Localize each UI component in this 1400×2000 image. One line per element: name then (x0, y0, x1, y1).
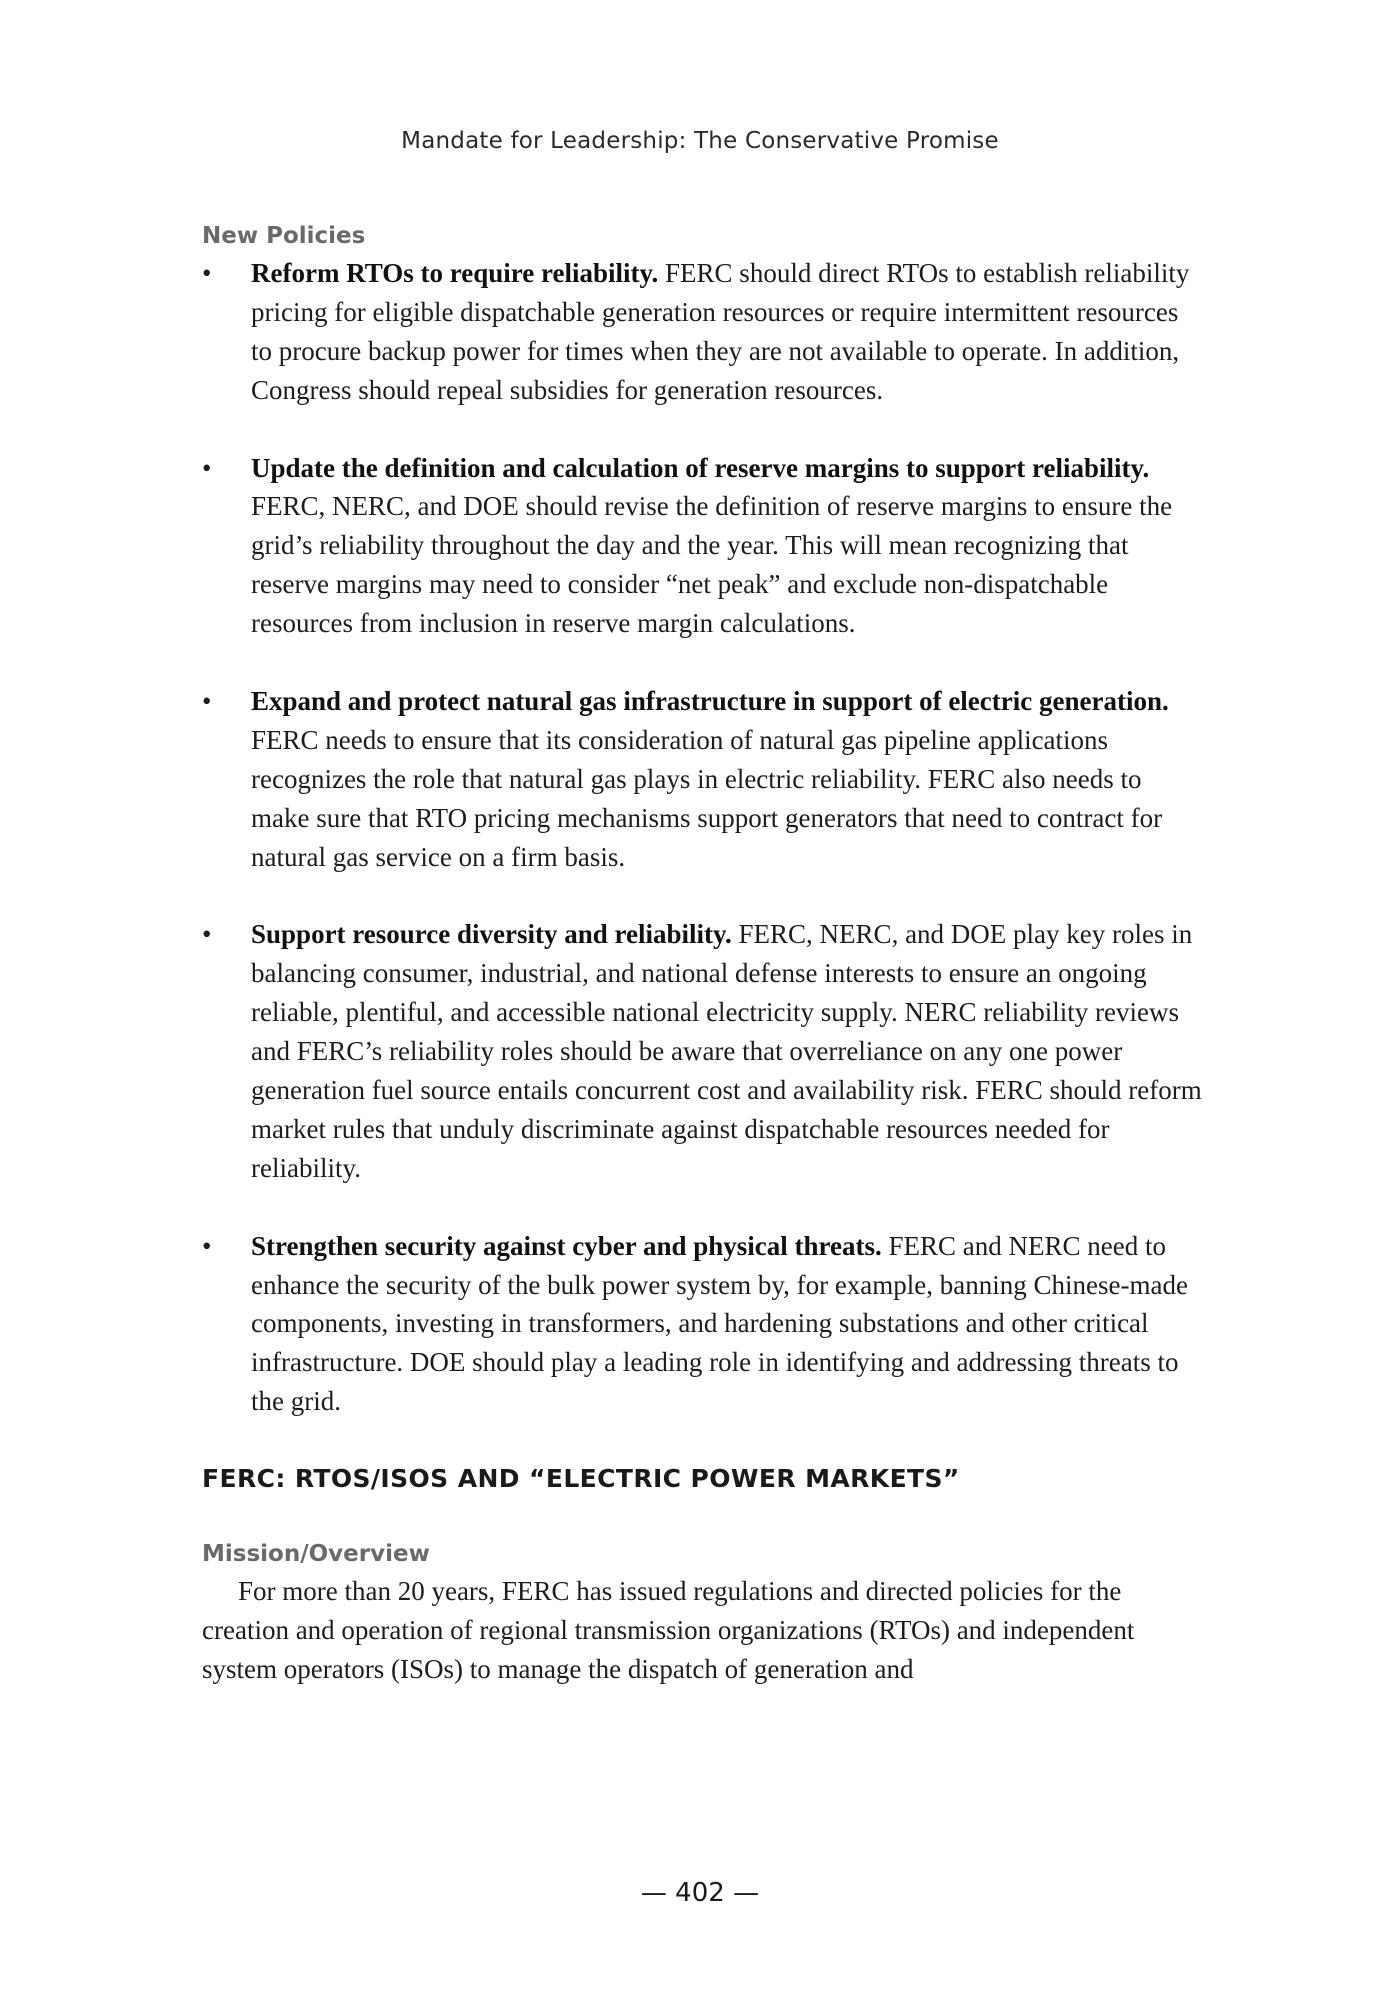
mission-heading: Mission/Overview (202, 1541, 430, 1568)
policy-item (202, 254, 1202, 410)
policy-lead: Expand and protect natural gas infrastructure in support of electric generation. (251, 685, 1169, 716)
bullet-icon: • (202, 1230, 212, 1261)
bullet-icon: • (202, 685, 212, 716)
policy-lead: Strengthen security against cyber and physical threats. (251, 1230, 882, 1261)
bullet-icon: • (202, 258, 212, 288)
section-title: FERC: RTOS/ISOS AND “ELECTRIC POWER MARKETS” (202, 1464, 960, 1494)
policy-list (202, 254, 1202, 1421)
policy-lead: Reform RTOs to require reliability. (251, 258, 659, 288)
mission-paragraph: For more than 20 years, FERC has issued regulations and directed policies for the creation and operation of regional transmission organizations (RTOs) and independent system operators (ISOs) to manage the dispatch of generation and (202, 1576, 1135, 1684)
policy-text: FERC, NERC, and DOE play key roles in balancing consumer, industrial, and national defense interests to ensure an ongoing reliable, plentiful, and accessible national electricity supply. NERC reliability reviews and FERC’s reliability roles should be aware that overreliance on any one power generation fuel source entails concurrent cost and availability risk. FERC should reform market rules that unduly discriminate against dispatchable resources needed for reliability. (251, 919, 1202, 1183)
bullet-icon: • (202, 919, 212, 950)
policy-text: FERC, NERC, and DOE should revise the definition of reserve margins to ensure the grid’s reliability throughout the day and the year. This will mean recognizing that reserve margins may need to consider “net peak” and exclude non-dispatchable resources from inclusion in reserve margin calculations. (251, 491, 1173, 639)
running-head: Mandate for Leadership: The Conservative Promise (401, 128, 999, 154)
policy-item (202, 682, 1202, 877)
policy-text: FERC should direct RTOs to establish reliability pricing for eligible dispatchable generation resources or require intermittent resources to procure backup power for times when they are not available to operate. In addition, Congress should repeal subsidies for generation resources. (251, 258, 1190, 405)
new-policies-heading: New Policies (202, 223, 366, 249)
main-content (202, 218, 1202, 1689)
policy-item (202, 915, 1202, 1187)
policy-lead: Support resource diversity and reliability. (251, 919, 732, 950)
policy-item (202, 1227, 1202, 1422)
policy-text: FERC needs to ensure that its consideration of natural gas pipeline applications recognizes the role that natural gas plays in electric reliability. FERC also needs to make sure that RTO pricing mechanisms support generators that need to contract for natural gas service on a firm basis. (251, 724, 1163, 872)
bullet-icon: • (202, 452, 212, 483)
policy-item (202, 449, 1202, 644)
policy-lead: Update the definition and calculation of reserve margins to support reliability. (251, 452, 1150, 483)
page-number: — 402 — (640, 1878, 760, 1908)
policy-text: FERC and NERC need to enhance the security of the bulk power system by, for example, banning Chinese-made components, investing in transformers, and hardening substations and other critical infrastructure. DOE should play a leading role in identifying and addressing threats to the grid. (251, 1230, 1188, 1417)
